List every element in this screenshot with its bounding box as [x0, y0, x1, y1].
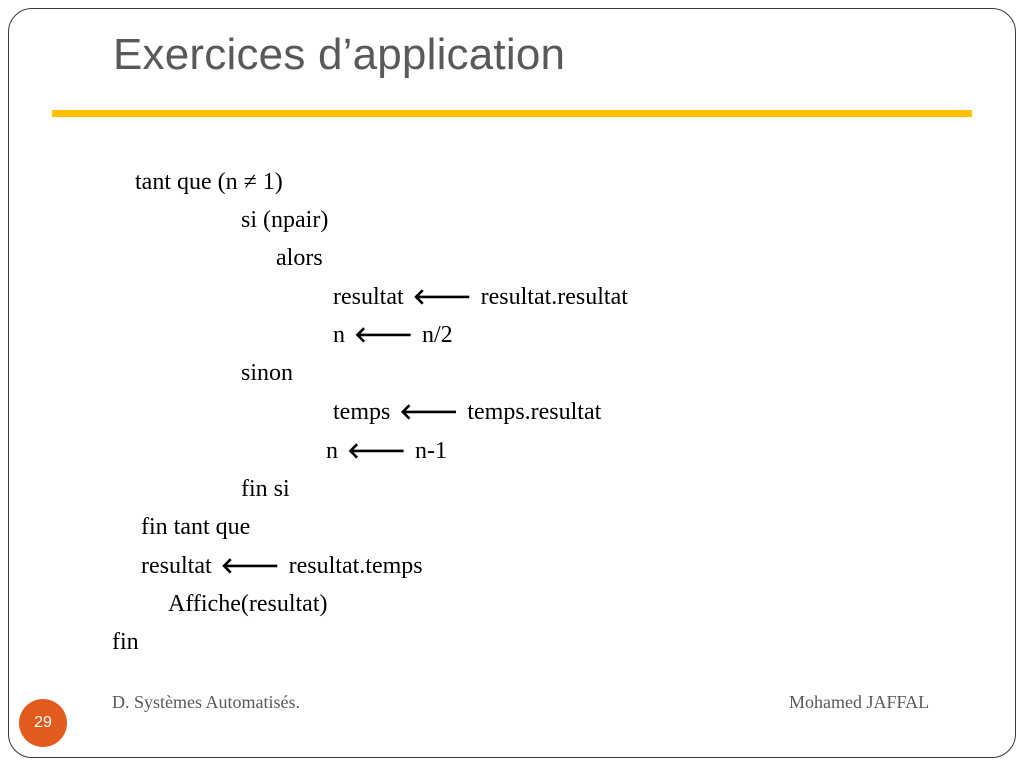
assign-target: n	[326, 438, 338, 464]
code-line-else: sinon	[241, 360, 294, 386]
code-line-print: Affiche(resultat)	[168, 591, 328, 617]
assign-target: resultat	[141, 553, 212, 579]
arrow-left-icon: 🡐	[347, 439, 406, 464]
assign-target: resultat	[333, 284, 404, 310]
assign-expression: resultat.temps	[288, 553, 423, 579]
code-line-assign-final	[141, 552, 423, 581]
code-line-endif: fin si	[241, 476, 290, 502]
assign-target: temps	[333, 399, 391, 425]
assign-expression: n/2	[422, 322, 453, 348]
assign-expression: temps.resultat	[467, 399, 602, 425]
code-line-if: si (npair)	[241, 207, 329, 233]
code-line-assign-n-minus	[326, 437, 447, 466]
arrow-left-icon: 🡐	[354, 323, 413, 348]
code-line-then: alors	[276, 245, 323, 271]
arrow-left-icon: 🡐	[399, 400, 459, 425]
code-line-assign-temps	[333, 398, 601, 427]
code-line-while: tant que (n ≠ 1)	[135, 169, 283, 195]
assign-target: n	[333, 322, 345, 348]
code-line-endwhile: fin tant que	[141, 514, 251, 540]
page-number-badge: 29	[19, 699, 67, 747]
arrow-left-icon: 🡐	[412, 285, 472, 310]
slide-title: Exercices d’application	[113, 30, 566, 79]
footer-author: Mohamed JAFFAL	[789, 692, 930, 712]
footer-course: D. Systèmes Automatisés.	[112, 692, 300, 712]
title-underline	[52, 110, 972, 117]
arrow-left-icon: 🡐	[220, 554, 280, 579]
code-line-assign-n-half	[333, 321, 453, 350]
code-line-end: fin	[112, 629, 139, 655]
slide-frame	[8, 8, 1016, 758]
code-line-assign-resultat	[333, 283, 628, 312]
assign-expression: n-1	[415, 438, 447, 464]
assign-expression: resultat.resultat	[480, 284, 628, 310]
